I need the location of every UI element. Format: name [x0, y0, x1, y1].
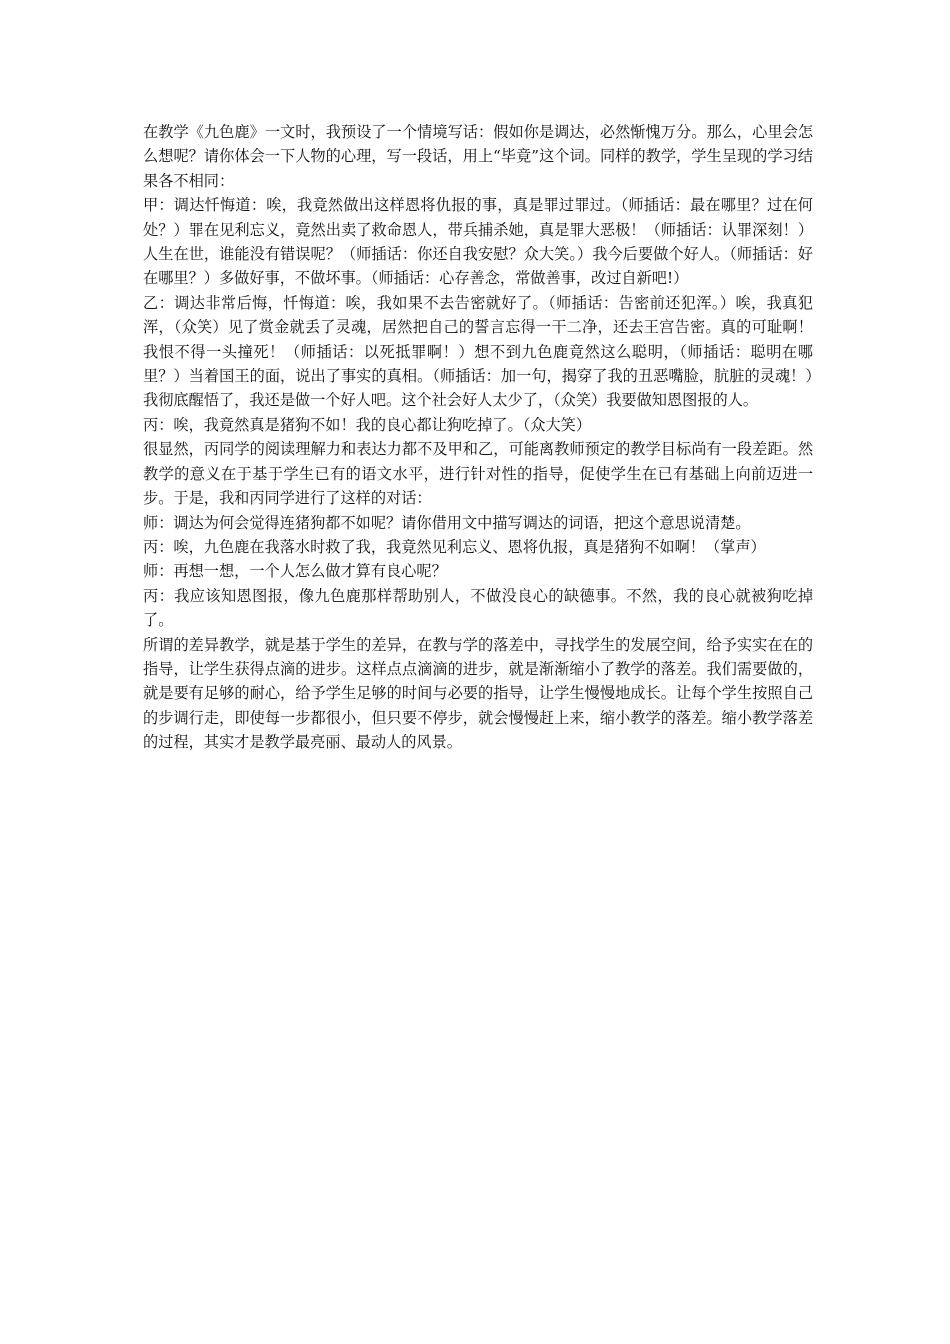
- paragraph-teacher-question-1: 师：调达为何会觉得连猪狗都不如呢？请你借用文中描写调达的词语，把这个意思说清楚。: [143, 513, 751, 532]
- paragraph-student-jia: 甲：调达忏悔道：唉，我竟然做出这样恩将仇报的事，真是罪过罪过。（师插话：最在哪里？过在何处？）罪在见利忘义，竟然出卖了救命恩人，带兵捕杀她，真是罪大恶极！（师插话：认罪深刻！）人生在世，谁能没有错误呢？（师插话：你还自我安慰？众大笑。）我今后要做个好人。（师插话：好在哪里？）多做好事，不做坏事。（师插话：心存善念，常做善事，改过自新吧!）: [143, 196, 813, 288]
- document-body: [143, 120, 813, 755]
- paragraph-bing-answer-2: 丙：我应该知恩图报，像九色鹿那样帮助别人，不做没良心的缺德事。不然，我的良心就被狗吃掉了。: [143, 586, 813, 630]
- paragraph-analysis: 很显然，丙同学的阅读理解力和表达力都不及甲和乙，可能离教师预定的教学目标尚有一段差距。然教学的意义在于基于学生已有的语文水平，进行针对性的指导，促使学生在已有基础上向前迈进一步。于是，我和丙同学进行了这样的对话：: [143, 440, 813, 508]
- paragraph-teacher-question-2: 师：再想一想，一个人怎么做才算有良心呢？: [143, 562, 447, 581]
- paragraph-intro: 在教学《九色鹿》一文时，我预设了一个情境写话：假如你是调达，必然惭愧万分。那么，心里会怎么想呢？请你体会一下人物的心理，写一段话，用上“毕竟”这个词。同样的教学，学生呈现的学习结果各不相同：: [143, 123, 813, 190]
- paragraph-student-yi: 乙：调达非常后悔，忏悔道：唉，我如果不去告密就好了。（师插话：告密前还犯浑。）唉，我真犯浑，（众笑）见了赏金就丢了灵魂，居然把自己的誓言忘得一干二净，还去王宫告密。真的可耻啊！我恨不得一头撞死！（师插话：以死抵罪啊！）想不到九色鹿竟然这么聪明，（师插话：聪明在哪里？）当着国王的面，说出了事实的真相。（师插话：加一句，揭穿了我的丑恶嘴脸，肮脏的灵魂！）我彻底醒悟了，我还是做一个好人吧。这个社会好人太少了，（众笑）我要做知恩图报的人。: [143, 293, 813, 410]
- paragraph-student-bing: 丙：唉，我竟然真是猪狗不如！我的良心都让狗吃掉了。（众大笑）: [143, 415, 592, 434]
- paragraph-conclusion: 所谓的差异教学，就是基于学生的差异，在教与学的落差中，寻找学生的发展空间，给予实实在在的指导，让学生获得点滴的进步。这样点点滴滴的进步，就是渐渐缩小了教学的落差。我们需要做的，就是要有足够的耐心，给予学生足够的时间与必要的指导，让学生慢慢地成长。让每个学生按照自己的步调行走，即使每一步都很小，但只要不停步，就会慢慢赶上来，缩小教学的落差。缩小教学落差的过程，其实才是教学最亮丽、最动人的风景。: [143, 635, 813, 752]
- paragraph-bing-answer-1: 丙：唉，九色鹿在我落水时救了我，我竟然见利忘义、恩将仇报，真是猪狗不如啊！（掌声）: [143, 537, 766, 556]
